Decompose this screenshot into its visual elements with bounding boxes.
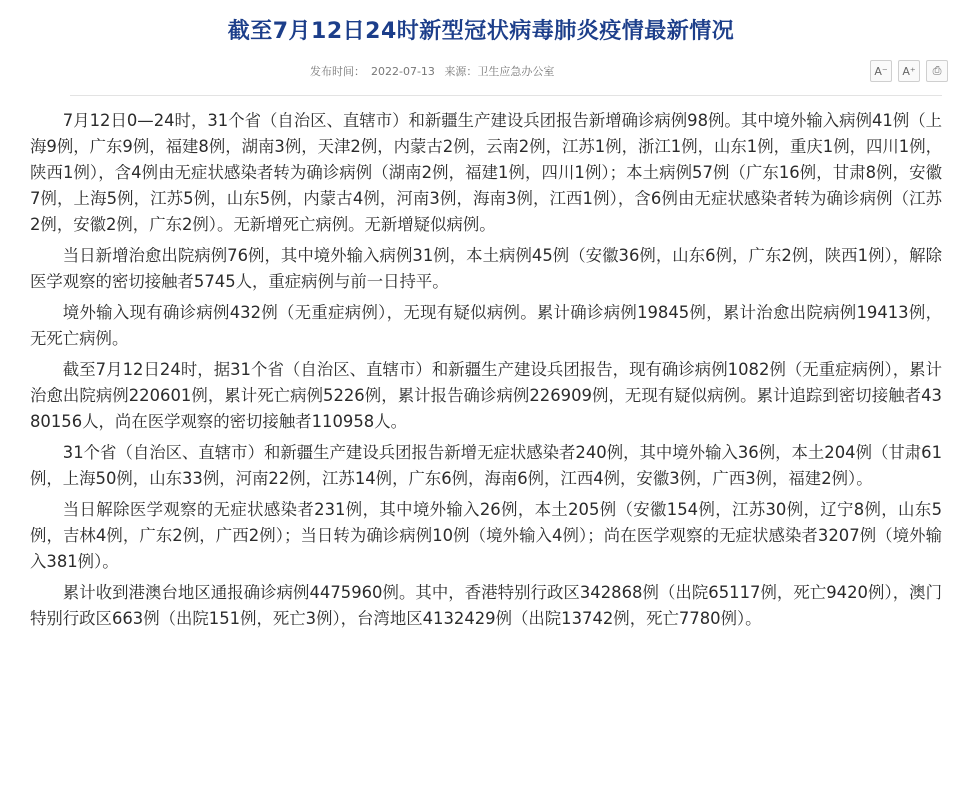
font-increase-icon: A⁺: [902, 64, 916, 78]
paragraph: 累计收到港澳台地区通报确诊病例4475960例。其中，香港特别行政区342868例（出院65117例，死亡9420例），澳门特别行政区663例（出院151例，死亡3例），台湾地区4132429例（出院13742例，死亡7780例）。: [30, 583, 942, 628]
paragraph: 当日新增治愈出院病例76例，其中境外输入病例31例，本土病例45例（安徽36例，山东6例，广东2例，陕西1例），解除医学观察的密切接触者5745人，重症病例与前一日持平。: [30, 246, 942, 291]
font-decrease-icon: A⁻: [874, 64, 888, 78]
font-decrease-button[interactable]: [870, 60, 892, 82]
publish-label: 发布时间：: [310, 65, 365, 78]
header-divider: [70, 95, 942, 96]
article-header: [0, 0, 962, 95]
article-meta: [310, 63, 560, 79]
paragraph: 当日解除医学观察的无症状感染者231例，其中境外输入26例，本土205例（安徽154例，江苏30例，辽宁8例，山东5例，吉林4例，广东2例，广西2例）；当日转为确诊病例10例（境外输入4例）；尚在医学观察的无症状感染者3207例（境外输入381例）。: [30, 500, 942, 571]
print-button[interactable]: [926, 60, 948, 82]
source-label: 来源：: [444, 65, 478, 78]
paragraph: 7月12日0—24时，31个省（自治区、直辖市）和新疆生产建设兵团报告新增确诊病例98例。其中境外输入病例41例（上海9例，广东9例，福建8例，湖南3例，天津2例，内蒙古2例，云南2例，江苏1例，浙江1例，山东1例，重庆1例，四川1例，陕西1例），含4例由无症状感染者转为确诊病例（湖南2例，福建1例，四川1例）；本土病例57例（广东16例，甘肃8例，安徽7例，上海5例，江苏5例，山东5例，内蒙古4例，河南3例，海南3例，江西1例），含6例由无症状感染者转为确诊病例（江苏2例，安徽2例，广东2例）。无新增死亡病例。无新增疑似病例。: [30, 111, 942, 234]
article-title: 截至7月12日24时新型冠状病毒肺炎疫情最新情况: [227, 19, 735, 44]
paragraph: 境外输入现有确诊病例432例（无重症病例），无现有疑似病例。累计确诊病例19845例，累计治愈出院病例19413例，无死亡病例。: [30, 303, 942, 348]
publish-date: 2022-07-13: [371, 65, 435, 78]
paragraph: 截至7月12日24时，据31个省（自治区、直辖市）和新疆生产建设兵团报告，现有确诊病例1082例（无重症病例），累计治愈出院病例220601例，累计死亡病例5226例，累计报告确诊病例226909例，无现有疑似病例。累计追踪到密切接触者4380156人，尚在医学观察的密切接触者110958人。: [30, 360, 942, 431]
paragraph: 31个省（自治区、直辖市）和新疆生产建设兵团报告新增无症状感染者240例，其中境外输入36例，本土204例（甘肃61例，上海50例，山东33例，河南22例，江苏14例，广东6例，海南6例，江西4例，安徽3例，广西3例，福建2例）。: [30, 443, 942, 488]
print-icon: ⎙: [932, 64, 942, 77]
font-increase-button[interactable]: [898, 60, 920, 82]
article-toolbar: [870, 60, 948, 82]
article-body: [30, 108, 942, 637]
source-name: 卫生应急办公室: [477, 65, 555, 78]
